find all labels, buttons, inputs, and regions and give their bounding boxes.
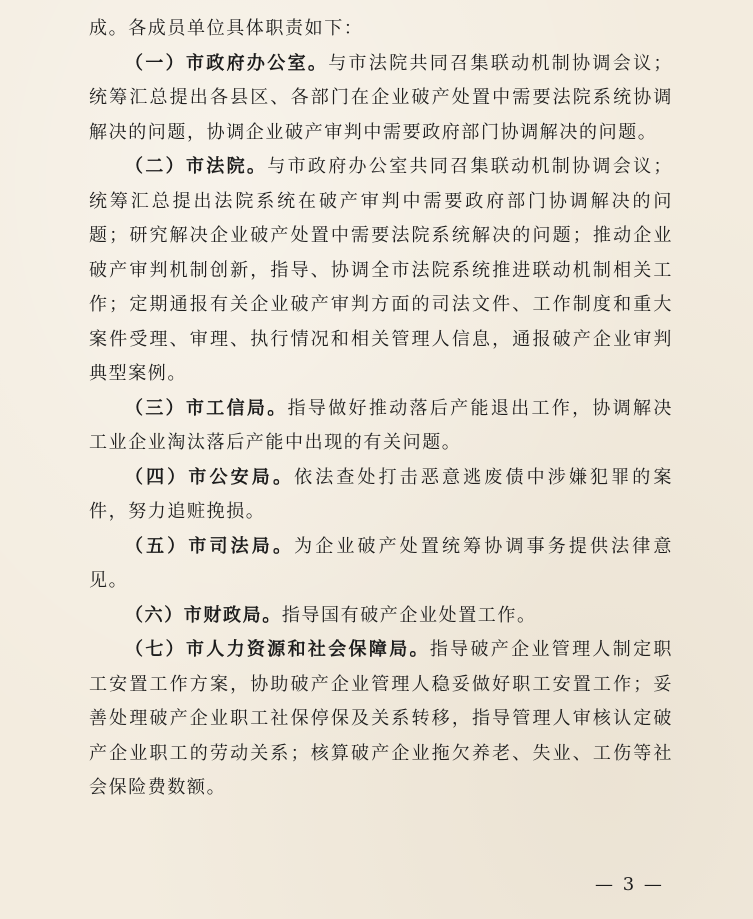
section-6-body: 指导国有破产企业处置工作。 (281, 604, 537, 626)
document-body (89, 12, 673, 806)
section-2-paragraph (89, 150, 673, 392)
page-number: — 3 — (595, 874, 664, 895)
section-4-body: 依法查处打击恶意逃废债中涉嫌犯罪的案件，努力追赃挽损。 (89, 466, 673, 522)
section-1-body: 与市法院共同召集联动机制协调会议；统筹汇总提出各县区、各部门在企业破产处置中需要法院系统协调解决的问题，协调企业破产审判中需要政府部门协调解决的问题。 (89, 52, 673, 143)
section-3-heading: （三）市工信局。 (125, 397, 288, 419)
section-1-paragraph (89, 47, 673, 151)
section-4-paragraph (89, 461, 673, 530)
section-7-paragraph (89, 633, 673, 806)
section-2-body: 与市政府办公室共同召集联动机制协调会议；统筹汇总提出法院系统在破产审判中需要政府部门协调解决的问题；研究解决企业破产处置中需要法院系统解决的问题；推动企业破产审判机制创新，指导、协调全市法院系统推进联动机制相关工作；定期通报有关企业破产审判方面的司法文件、工作制度和重大案件受理、审理、执行情况和相关管理人信息，通报破产企业审判典型案例。 (89, 156, 673, 384)
section-3-paragraph (89, 392, 673, 461)
section-4-heading: （四）市公安局。 (125, 466, 295, 488)
section-5-paragraph (89, 530, 673, 599)
section-7-body: 指导破产企业管理人制定职工安置工作方案，协助破产企业管理人稳妥做好职工安置工作；妥善处理破产企业职工社保停保及关系转移，指导管理人审核认定破产企业职工的劳动关系；核算破产企业拖欠养老、失业、工伤等社会保险费数额。 (89, 639, 673, 798)
section-2-heading: （二）市法院。 (125, 156, 268, 177)
section-6-paragraph (89, 599, 673, 634)
section-7-heading: （七）市人力资源和社会保障局。 (125, 639, 430, 660)
section-3-body: 指导做好推动落后产能退出工作，协调解决工业企业淘汰落后产能中出现的有关问题。 (89, 397, 673, 453)
section-1-heading: （一）市政府办公室。 (125, 52, 329, 74)
section-5-heading: （五）市司法局。 (125, 535, 295, 557)
intro-paragraph: 成。各成员单位具体职责如下： (89, 18, 364, 39)
section-5-body: 为企业破产处置统筹协调事务提供法律意见。 (89, 535, 673, 591)
section-6-heading: （六）市财政局。 (125, 604, 282, 626)
